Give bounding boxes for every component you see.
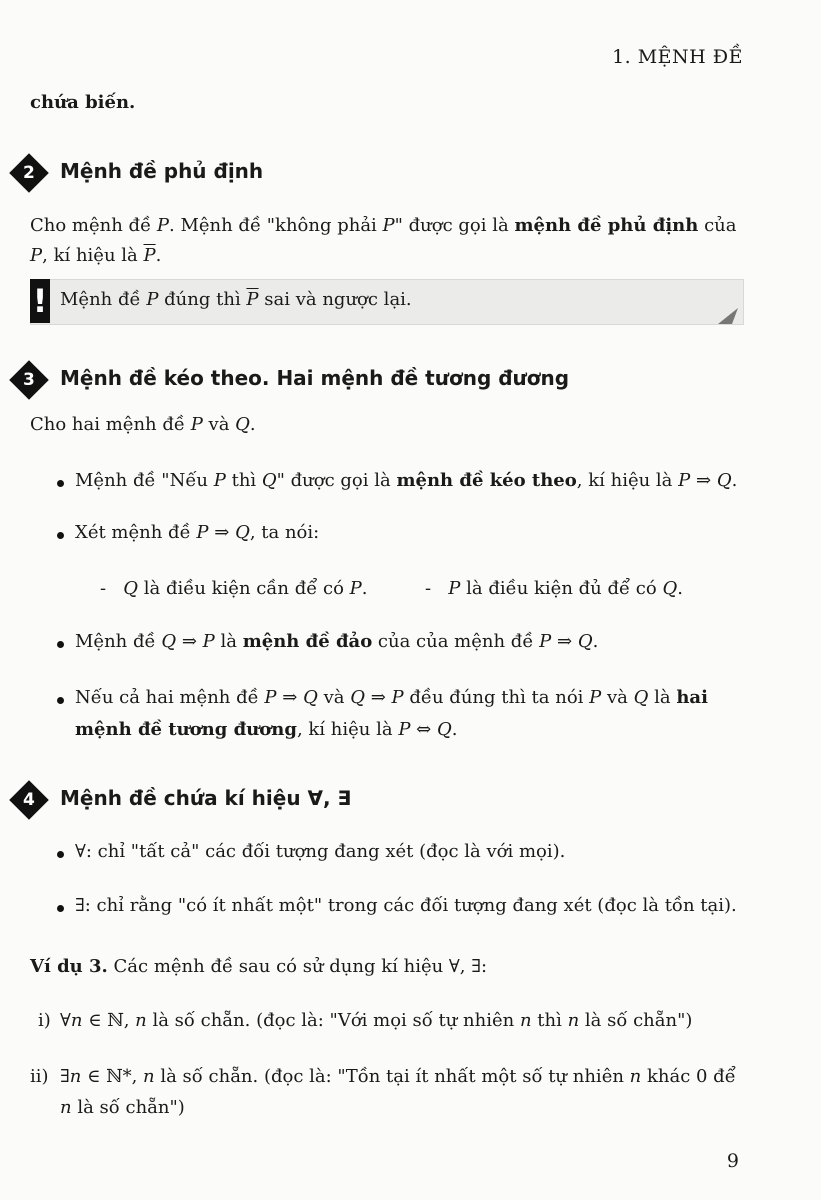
condition-sufficient: - P là điều kiện đủ để có Q. <box>425 578 683 599</box>
section-3-intro: Cho hai mệnh đề P và Q. <box>30 414 256 435</box>
page-curl-icon <box>718 306 740 326</box>
section-2-para-line2: P, kí hiệu là $\overline{P}$. <box>30 245 162 266</box>
section-2-title: Mệnh đề phủ định <box>60 159 264 183</box>
example-item-i: ∀n ∈ ℕ, n là số chẵn. (đọc là: "Với mọi số tự nhiên n thì n là số chẵn") <box>60 1010 693 1031</box>
bullet-dot <box>57 532 64 539</box>
note-text: Mệnh đề P đúng thì $\overline{P}$ sai và ngược lại. <box>60 289 412 310</box>
page-number: 9 <box>726 1150 739 1172</box>
section-2-para-line1: Cho mệnh đề P. Mệnh đề "không phải P" được gọi là mệnh đề phủ định của <box>30 215 737 236</box>
example-item-ii-label: ii) <box>30 1066 49 1087</box>
condition-necessary: - Q là điều kiện cần để có P. <box>100 578 368 599</box>
intro-continuation: chứa biến. <box>30 92 136 113</box>
section-3-bullet-4-line1: Nếu cả hai mệnh đề P ⇒ Q và Q ⇒ P đều đúng thì ta nói P và Q là hai <box>75 687 708 708</box>
section-4-badge: 4 <box>9 780 49 820</box>
section-3-bullet-1: Mệnh đề "Nếu P thì Q" được gọi là mệnh đề kéo theo, kí hiệu là P ⇒ Q. <box>75 470 738 491</box>
bullet-dot <box>57 905 64 912</box>
running-title: 1. MỆNH ĐỀ <box>612 46 743 68</box>
example-item-ii-line2: n là số chẵn") <box>60 1097 185 1118</box>
section-3-badge: 3 <box>9 360 49 400</box>
bullet-dot <box>57 641 64 648</box>
section-3-bullet-2: Xét mệnh đề P ⇒ Q, ta nói: <box>75 522 320 543</box>
section-2-badge: 2 <box>9 153 49 193</box>
bullet-dot <box>57 480 64 487</box>
example-item-i-label: i) <box>38 1010 51 1031</box>
section-4-title: Mệnh đề chứa kí hiệu ∀, ∃ <box>60 786 352 810</box>
bullet-dot <box>57 697 64 704</box>
bullet-dot <box>57 851 64 858</box>
example-3-line: Ví dụ 3. Các mệnh đề sau có sử dụng kí hiệu ∀, ∃: <box>30 956 488 977</box>
section-4-bullet-2: ∃: chỉ rằng "có ít nhất một" trong các đối tượng đang xét (đọc là tồn tại). <box>75 895 737 916</box>
exclamation-icon: ! <box>30 279 50 323</box>
section-4-bullet-1: ∀: chỉ "tất cả" các đối tượng đang xét (đọc là với mọi). <box>75 841 566 862</box>
example-item-ii-line1: ∃n ∈ ℕ*, n là số chẵn. (đọc là: "Tồn tại ít nhất một số tự nhiên n khác 0 để <box>60 1066 736 1087</box>
section-3-bullet-4-line2: mệnh đề tương đương, kí hiệu là P ⇔ Q. <box>75 719 458 740</box>
section-3-bullet-3: Mệnh đề Q ⇒ P là mệnh đề đảo của của mệnh đề P ⇒ Q. <box>75 631 599 652</box>
section-3-title: Mệnh đề kéo theo. Hai mệnh đề tương đương <box>60 366 570 390</box>
